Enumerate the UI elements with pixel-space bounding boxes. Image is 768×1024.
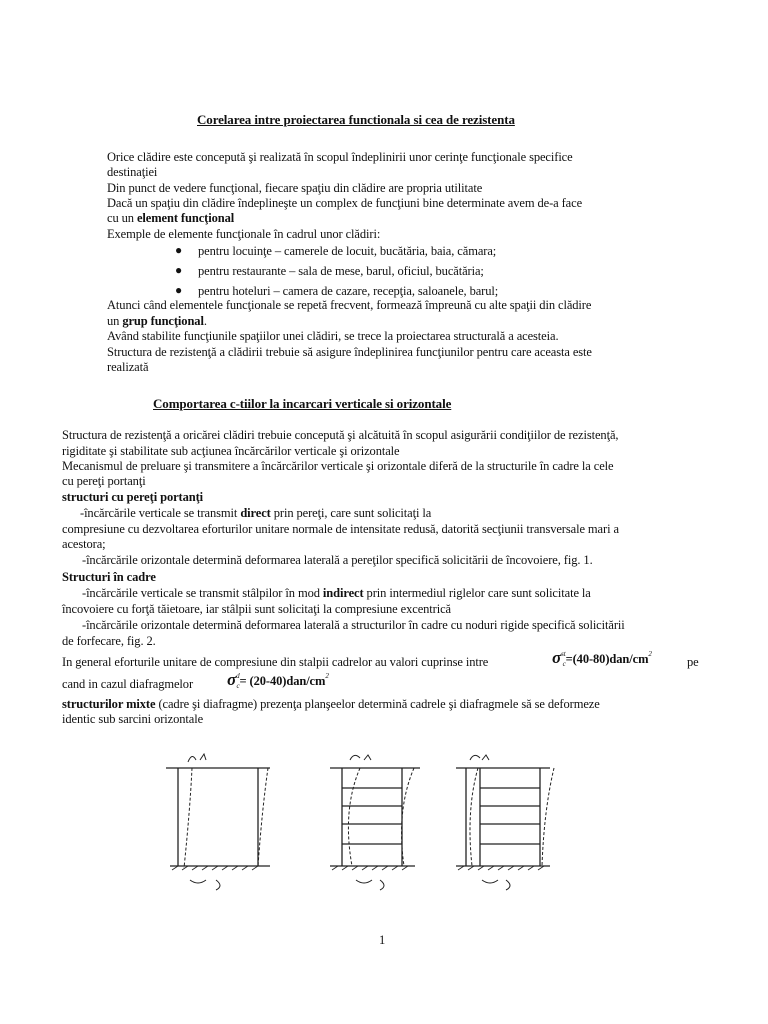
formula-sigma-st: $\sigma^{st}_c=(40-80)dan/cm^2$ bbox=[552, 648, 652, 668]
paragraph-line: -încărcările orizontale determină deformarea laterală a pereţilor specifică solicitării de încovoiere, fig. 1. bbox=[82, 553, 593, 567]
paragraph-line: Mecanismul de preluare şi transmitere a încărcărilor verticale şi orizontale diferă de la structurile în cadre la cele bbox=[62, 459, 614, 473]
wall-structure-a bbox=[166, 754, 270, 890]
paragraph-line: Orice clădire este concepută şi realizată în scopul îndeplinirii unor cerinţe funcţionale specifice bbox=[107, 150, 573, 164]
paragraph-line: cand in cazul diafragmelor bbox=[62, 677, 194, 691]
paragraph-line: realizată bbox=[107, 360, 149, 374]
paragraph-line: Având stabilite funcţiunile spaţiilor unei clădiri, se trece la proiectarea structurală a acesteia. bbox=[107, 329, 559, 343]
frame-structure-b bbox=[330, 755, 420, 890]
paragraph-line: cu un element funcţional bbox=[107, 211, 235, 225]
paragraph-line: -încărcările orizontale determină deformarea laterală a structurilor în cadre cu noduri rigide specifică solicitării bbox=[82, 618, 625, 632]
paragraph-line: structurilor mixte (cadre şi diafragme) prezenţa planşeelor determină cadrele şi diafragmele să se deformeze bbox=[62, 697, 600, 711]
paragraph-line: încovoiere cu forţă tăietoare, iar stâlpii sunt solicitaţi la compresiune excentrică bbox=[62, 602, 452, 616]
formula-sigma-d: $\sigma^d_c= (20-40)dan/cm^2$ bbox=[227, 670, 329, 690]
paragraph-line: -încărcările verticale se transmit direct prin pereţi, care sunt solicitaţi la bbox=[80, 506, 432, 520]
bullet-icon: ● bbox=[175, 283, 183, 297]
paragraph-line: Atunci când elementele funcţionale se repetă frecvent, formează împreună cu alte spaţii din clădire bbox=[107, 298, 592, 312]
paragraph-line: Din punct de vedere funcţional, fiecare spaţiu din clădire are propria utilitate bbox=[107, 181, 483, 195]
paragraph-line: un grup funcţional. bbox=[107, 314, 207, 328]
paragraph-line: compresiune cu dezvoltarea eforturilor unitare normale de intensitate redusă, datorită secţiunii transversale mari a bbox=[62, 522, 619, 536]
paragraph-line: de forfecare, fig. 2. bbox=[62, 634, 156, 648]
bullet-icon: ● bbox=[175, 243, 183, 257]
paragraph-line: acestora; bbox=[62, 537, 106, 551]
paragraph-line: Exemple de elemente funcţionale în cadrul unor clădiri: bbox=[107, 227, 381, 241]
term-element-functional: element funcţional bbox=[136, 211, 235, 225]
subheading-frames: Structuri în cadre bbox=[62, 570, 156, 584]
term-direct: direct bbox=[240, 506, 271, 520]
bullet-icon: ● bbox=[175, 263, 183, 277]
paragraph-line: cu pereţi portanţi bbox=[62, 474, 146, 488]
page-number: 1 bbox=[379, 933, 386, 947]
paragraph-line: -încărcările verticale se transmit stâlpilor în mod indirect prin intermediul riglelor care sunt solicitate la bbox=[82, 586, 591, 600]
section2-title: Comportarea c-tiilor la incarcari verticale si orizontale bbox=[153, 396, 452, 411]
mixed-structure-c bbox=[456, 755, 554, 890]
term-grup-functional: grup funcţional bbox=[122, 314, 204, 328]
paragraph-line: identic sub sarcini orizontale bbox=[62, 712, 204, 726]
term-structuri-mixte: structurilor mixte bbox=[62, 697, 156, 711]
section1-title: Corelarea intre proiectarea functionala si cea de rezistenta bbox=[197, 112, 515, 127]
paragraph-line: rigiditate şi stabilitate sub acţiunea încărcărilor verticale şi orizontale bbox=[62, 444, 400, 458]
paragraph-line: Dacă un spaţiu din clădire îndeplineşte un complex de funcţiuni bine determinate avem de-a face bbox=[107, 196, 583, 210]
paragraph-line: pe bbox=[687, 655, 699, 669]
paragraph-line: Structura de rezistenţă a clădirii trebuie să asigure îndeplinirea funcţiunilor pentru care aceasta este bbox=[107, 345, 592, 359]
paragraph-line: In general eforturile unitare de compresiune din stalpii cadrelor au valori cuprinse intre bbox=[62, 655, 489, 669]
term-indirect: indirect bbox=[322, 586, 364, 600]
subheading-walls: structuri cu pereţi portanţi bbox=[62, 490, 204, 504]
paragraph-line: destinaţiei bbox=[107, 165, 158, 179]
list-item: pentru locuinţe – camerele de locuit, bucătăria, baia, cămara; bbox=[198, 244, 497, 258]
paragraph-line: Structura de rezistenţă a oricărei clădiri trebuie concepută şi alcătuită în scopul asigurării condiţiilor de rezistenţă, bbox=[62, 428, 619, 442]
deformation-figure bbox=[130, 750, 630, 900]
list-item: pentru hoteluri – camera de cazare, recepţia, saloanele, barul; bbox=[198, 284, 499, 298]
list-item: pentru restaurante – sala de mese, barul, oficiul, bucătăria; bbox=[198, 264, 484, 278]
